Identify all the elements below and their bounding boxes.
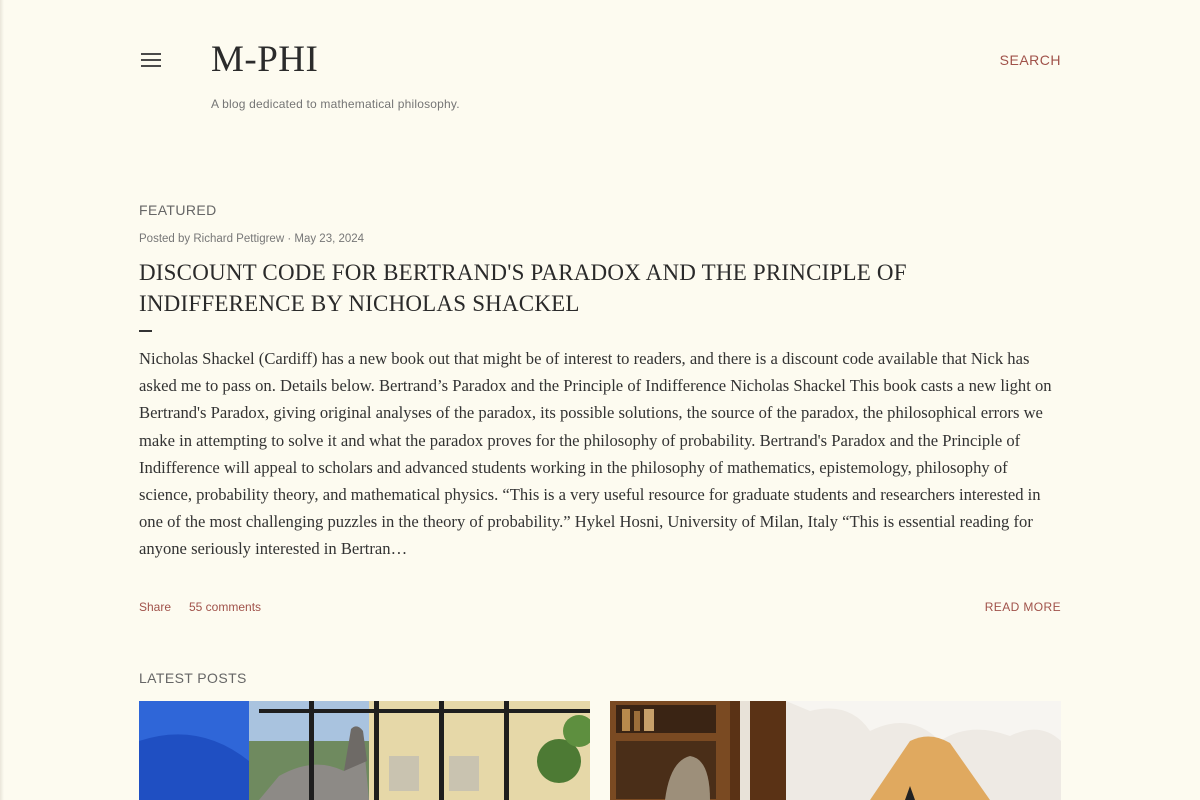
featured-section-label: FEATURED bbox=[139, 202, 217, 218]
share-button[interactable]: Share bbox=[139, 600, 172, 614]
cat-bookshelf-image bbox=[610, 701, 1061, 800]
page-edge bbox=[0, 0, 4, 800]
post-author-link[interactable]: Richard Pettigrew bbox=[193, 233, 285, 245]
read-more-link[interactable]: READ MORE bbox=[984, 600, 1061, 614]
latest-post-thumbnail-cat-balcony[interactable] bbox=[139, 701, 590, 800]
featured-post-snippet: Nicholas Shackel (Cardiff) has a new book out that might be of interest to readers, and there is a discount code available that Nick has asked me to pass on. Details below. Bertrand’s Paradox and the Principle of Indifference Nicholas Shackel This book casts a new light on Bertrand's Paradox, giving original analyses of the paradox, its possible solutions, the source of the paradox, the philosophical errors we make in attempting to solve it and what the paradox proves for the philosophy of probability. Bertrand's Paradox and the Principle of Indifference will appeal to scholars and advanced students working in the philosophy of mathematics, epistemology, philosophy of science, probability theory, and mathematical physics. “This is a very useful resource for graduate students and researchers interested in one of the most challenging puzzles in the theory of probability.” Hykel Hosni, University of Milan, Italy “This is essential reading for anyone seriously interested in Bertran… bbox=[139, 349, 1052, 559]
meta-separator: · bbox=[287, 233, 292, 245]
search-button[interactable]: SEARCH bbox=[999, 52, 1061, 68]
hamburger-menu-icon[interactable] bbox=[141, 53, 161, 67]
title-divider bbox=[139, 330, 152, 332]
blog-title[interactable]: M-PHI bbox=[211, 39, 319, 80]
posted-by-prefix: Posted by bbox=[139, 233, 191, 245]
post-meta bbox=[139, 233, 364, 245]
comments-link[interactable]: 55 comments bbox=[189, 600, 262, 614]
blog-description: A blog dedicated to mathematical philosophy. bbox=[211, 97, 460, 111]
cat-balcony-image bbox=[139, 701, 590, 800]
latest-posts-label: LATEST POSTS bbox=[139, 670, 247, 686]
latest-post-thumbnail-cat-bookshelf[interactable] bbox=[610, 701, 1061, 800]
post-date[interactable]: May 23, 2024 bbox=[294, 233, 365, 245]
featured-post-title[interactable]: DISCOUNT CODE FOR BERTRAND'S PARADOX AND THE PRINCIPLE OF INDIFFERENCE BY NICHOLAS SHACKEL bbox=[139, 260, 907, 316]
